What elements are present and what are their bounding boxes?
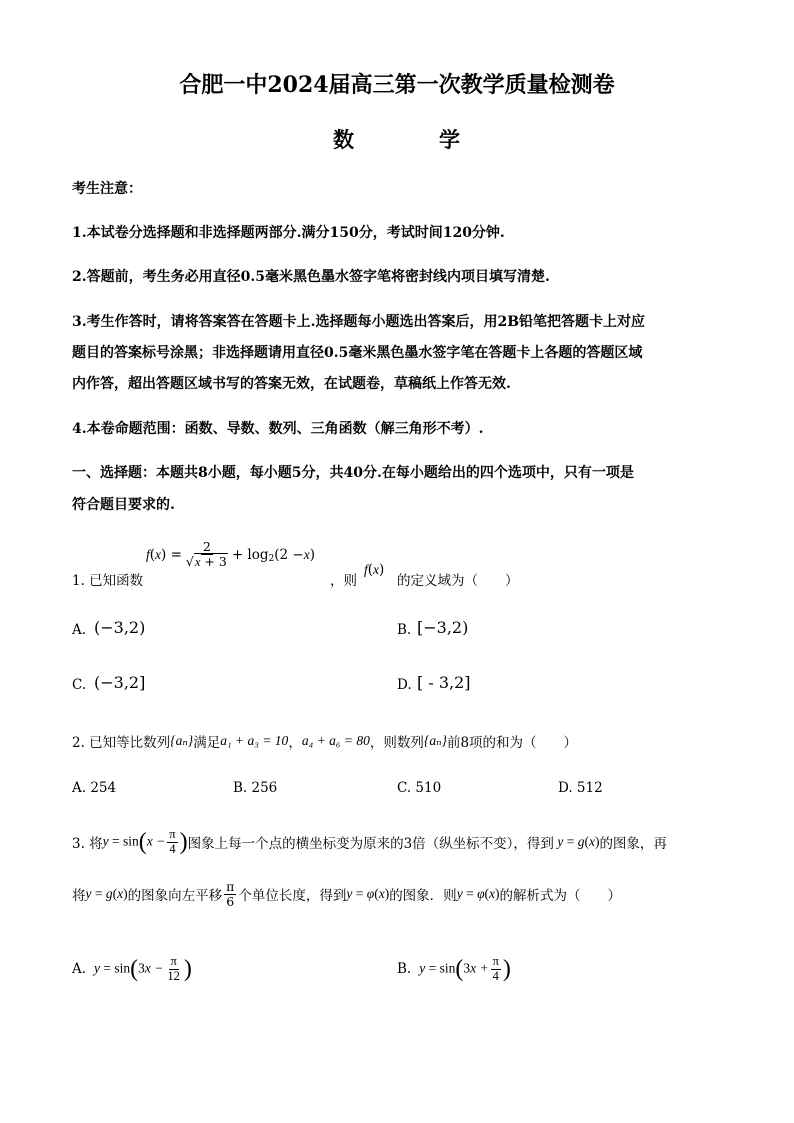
notice-item-3-line-1: 3.考生作答时，请将答案答在答题卡上.选择题每小题选出答案后，用2B铅笔把答题卡上对应 xyxy=(72,314,646,330)
exam-title: 合肥一中2024届高三第一次教学质量检测卷 xyxy=(179,72,615,98)
q3-line2-e: 的解析式为（ ） xyxy=(499,888,622,905)
q2-text-a: 2. 已知等比数列 xyxy=(72,735,171,751)
q2-comma: ， xyxy=(288,735,302,751)
q1-option-d: [ - 3,2] xyxy=(417,673,471,692)
q1-option-d-label: D. xyxy=(397,677,412,693)
q1-option-a: (−3,2) xyxy=(94,618,146,637)
q2-sequence-2: {aₙ} xyxy=(423,733,447,748)
q3-line2-b: 的图象向左平移 xyxy=(127,888,223,905)
notice-item-3-line-3: 内作答，超出答题区域书写的答案无效，在试题卷，草稿纸上作答无效. xyxy=(72,376,511,392)
q2-option-b: B. 256 xyxy=(233,780,278,796)
q1-prefix: 1. 已知函数 xyxy=(72,573,144,589)
q2-option-a: A. 254 xyxy=(72,780,117,796)
notice-heading: 考生注意： xyxy=(72,181,142,197)
q1-option-c: (−3,2] xyxy=(94,673,146,692)
q2-text-c: ，则数列 xyxy=(369,735,424,751)
q3-line2-c: 个单位长度，得到 xyxy=(238,888,347,905)
q3-line-2 xyxy=(72,880,621,909)
q3-line2-a: 将 xyxy=(72,888,86,905)
q3-option-b xyxy=(397,955,511,984)
q3-shift-fraction: $\frac{\pi}{6}$ xyxy=(226,879,235,909)
q3-option-a-label: A. xyxy=(72,961,87,978)
q3-original-function: y = sin(x − $\frac{\pi}{4}$ ) xyxy=(102,827,188,856)
q2-text-d: 前8项的和为（ ） xyxy=(446,735,578,751)
q1-function-ref: f(x) xyxy=(364,562,385,578)
subject-char-2: 学 xyxy=(439,127,460,152)
q3-option-a-formula: y = sin(3x − $\frac{\pi}{12}$ ) xyxy=(94,954,192,983)
q3-g-function-2: y = g(x) xyxy=(85,886,128,902)
notice-item-1: 1.本试卷分选择题和非选择题两部分.满分150分，考试时间120分钟. xyxy=(72,225,505,241)
section-1-heading-line-1: 一、选择题：本题共8小题，每小题5分，共40分.在每小题给出的四个选项中，只有一项是 xyxy=(72,465,634,481)
q3-line-1 xyxy=(72,828,667,857)
q3-option-a xyxy=(72,955,192,984)
q3-line1-end: 的图象，再 xyxy=(599,836,667,853)
notice-item-2: 2.答题前，考生务必用直径0.5毫米黑色墨水签字笔将密封线内项目填写清楚. xyxy=(72,269,550,285)
q3-option-b-label: B. xyxy=(397,961,412,978)
section-1-heading-line-2: 符合题目要求的. xyxy=(72,497,175,513)
q1-suffix: 的定义域为（ ） xyxy=(397,573,519,589)
q1-middle: ，则 xyxy=(330,573,357,589)
q3-line2-d: 的图象．则 xyxy=(389,888,457,905)
q1-option-b: [−3,2) xyxy=(417,618,469,637)
q2-text-b: 满足 xyxy=(193,735,221,751)
q3-prefix: 3. 将 xyxy=(72,836,103,853)
q3-line1-mid: 图象上每一个点的横坐标变为原来的3倍（纵坐标不变），得到 xyxy=(187,836,554,853)
notice-item-3-line-2: 题目的答案标号涂黑；非选择题请用直径0.5毫米黑色墨水签字笔在答题卡上各题的答题区域 xyxy=(72,345,643,361)
q1-option-a-label: A. xyxy=(72,622,87,638)
q3-option-b-formula: y = sin(3x + $\frac{\pi}{4}$ ) xyxy=(419,954,511,983)
q1-function-formula: f ( x ) = $\frac{2}{√x + 3}$ + log 2 (2 − x ) xyxy=(146,539,316,569)
notice-item-4: 4.本卷命题范围：函数、导数、数列、三角函数（解三角形不考）. xyxy=(72,421,484,437)
q3-phi-function-2: y = φ(x) xyxy=(456,886,500,902)
q1-option-c-label: C. xyxy=(72,677,87,693)
subject-char-1: 数 xyxy=(333,127,354,152)
q2-sequence: {aₙ} xyxy=(170,733,194,748)
q3-g-function: y = g(x) xyxy=(553,834,600,850)
q3-phi-function: y = φ(x) xyxy=(346,886,390,902)
q2-condition-2: a₄ + a₆ = 80 xyxy=(301,733,370,748)
q2-option-d: D. 512 xyxy=(558,780,603,796)
q2-option-c: C. 510 xyxy=(397,780,442,796)
q2-stem xyxy=(72,731,577,751)
q2-condition-1: a₁ + a₃ = 10 xyxy=(220,733,289,748)
q1-option-b-label: B. xyxy=(397,622,412,638)
